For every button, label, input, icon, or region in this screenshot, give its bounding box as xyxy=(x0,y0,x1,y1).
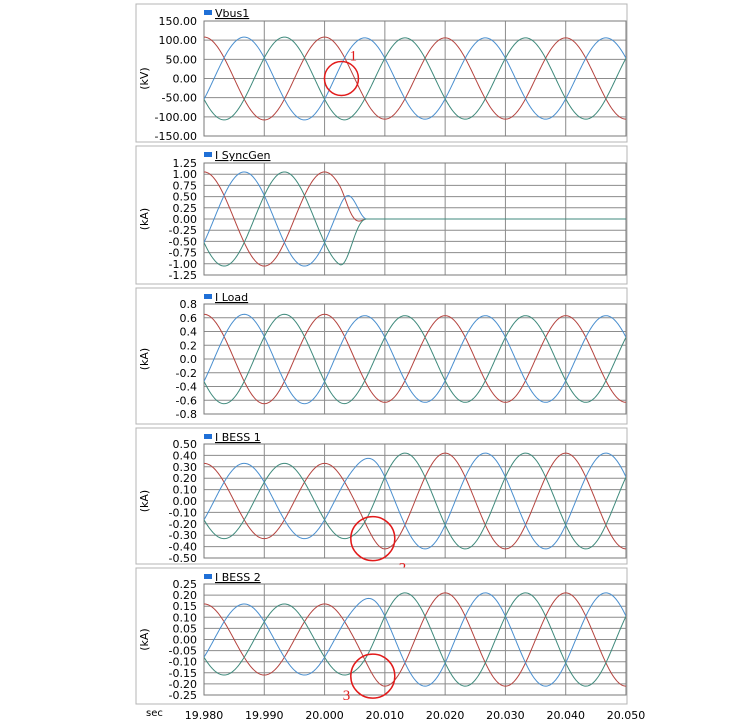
x-tick-label: 19.990 xyxy=(245,709,284,722)
y-tick-label: -0.4 xyxy=(175,380,197,394)
y-tick-label: -0.15 xyxy=(168,666,197,680)
y-tick-label: -0.50 xyxy=(168,235,197,249)
y-tick-label: 0.00 xyxy=(172,633,197,647)
panel-2 xyxy=(136,146,627,284)
panel-5 xyxy=(136,568,627,704)
y-tick-label: -0.50 xyxy=(168,552,197,565)
chart-title: I SyncGen xyxy=(215,149,271,162)
y-tick-label: -1.25 xyxy=(168,269,197,282)
legend-marker xyxy=(204,10,212,15)
y-tick-label: 0.8 xyxy=(179,298,197,311)
y-tick-label: 0.6 xyxy=(179,311,197,325)
x-tick-label: 20.020 xyxy=(425,709,465,722)
legend-marker xyxy=(204,434,212,439)
y-tick-label: 0.00 xyxy=(172,495,197,508)
x-tick-label: 20.040 xyxy=(546,709,585,722)
y-tick-label: 50.00 xyxy=(165,53,197,67)
annotation-label: 3 xyxy=(342,688,351,705)
chart-title: I BESS 1 xyxy=(215,431,261,444)
y-tick-label: 0.30 xyxy=(172,460,197,474)
panel-1 xyxy=(136,4,627,143)
y-tick-label: 0.20 xyxy=(172,472,197,486)
y-tick-label: 0.10 xyxy=(172,611,197,625)
y-tick-label: -0.20 xyxy=(168,517,197,531)
annotation-label: 1 xyxy=(349,48,357,65)
panel-3 xyxy=(136,288,627,424)
y-tick-label: 150.00 xyxy=(158,15,197,28)
y-tick-label: -0.25 xyxy=(168,689,197,702)
chart-title: I BESS 2 xyxy=(215,571,261,584)
panel-frame xyxy=(136,288,627,424)
y-tick-label: -0.8 xyxy=(175,408,197,421)
y-tick-label: -0.25 xyxy=(168,224,197,238)
y-tick-label: 0.4 xyxy=(179,325,197,339)
y-tick-label: 0.25 xyxy=(172,201,197,215)
y-tick-label: 0.00 xyxy=(172,72,197,86)
y-tick-label: -0.10 xyxy=(168,506,197,520)
y-tick-label: -0.6 xyxy=(175,394,197,408)
y-axis-label: (kA) xyxy=(138,347,151,371)
y-tick-label: -0.75 xyxy=(168,246,197,260)
y-axis-label: (kA) xyxy=(138,628,151,651)
y-tick-label: 0.20 xyxy=(172,589,197,603)
x-tick-label: 19.980 xyxy=(184,709,224,722)
legend-marker xyxy=(204,294,212,299)
y-tick-label: 0.0 xyxy=(179,353,197,366)
y-tick-label: -0.40 xyxy=(168,540,197,554)
y-tick-label: 1.25 xyxy=(172,157,197,170)
legend-marker xyxy=(204,152,212,157)
x-tick-label: 20.000 xyxy=(305,709,344,722)
y-tick-label: -0.05 xyxy=(168,644,197,658)
chart-title: Vbus1 xyxy=(215,7,250,20)
y-tick-label: 0.05 xyxy=(172,622,197,636)
y-tick-label: 100.00 xyxy=(158,34,197,48)
y-tick-label: -0.30 xyxy=(168,529,197,543)
y-tick-label: 0.50 xyxy=(172,438,197,451)
y-tick-label: -0.20 xyxy=(168,677,197,691)
y-tick-label: -150.00 xyxy=(154,130,197,143)
y-tick-label: 0.25 xyxy=(172,578,197,591)
legend-marker xyxy=(204,574,212,579)
y-tick-label: -100.00 xyxy=(154,110,197,124)
y-tick-label: 0.00 xyxy=(172,213,197,226)
panel-4 xyxy=(136,428,627,577)
y-axis-label: (kA) xyxy=(138,489,151,513)
x-tick-label: 20.030 xyxy=(486,709,525,722)
x-axis-unit-label: sec xyxy=(146,708,163,719)
y-tick-label: 0.50 xyxy=(172,190,197,204)
x-tick-label: 20.050 xyxy=(606,709,646,722)
y-tick-label: 0.15 xyxy=(172,600,197,614)
chart-title: I Load xyxy=(215,291,249,304)
y-tick-label: -50.00 xyxy=(161,91,197,105)
y-tick-label: 0.40 xyxy=(172,449,197,463)
y-axis-label: (kA) xyxy=(138,207,151,231)
y-tick-label: 0.75 xyxy=(172,179,197,193)
x-axis xyxy=(146,708,645,722)
y-tick-label: -1.00 xyxy=(168,257,197,271)
y-tick-label: -0.10 xyxy=(168,655,197,669)
y-tick-label: 1.00 xyxy=(172,168,197,182)
y-tick-label: -0.2 xyxy=(175,366,197,380)
y-tick-label: 0.2 xyxy=(179,339,197,353)
y-tick-label: 0.10 xyxy=(172,483,197,497)
x-tick-label: 20.010 xyxy=(365,709,405,722)
y-axis-label: (kV) xyxy=(138,67,151,90)
